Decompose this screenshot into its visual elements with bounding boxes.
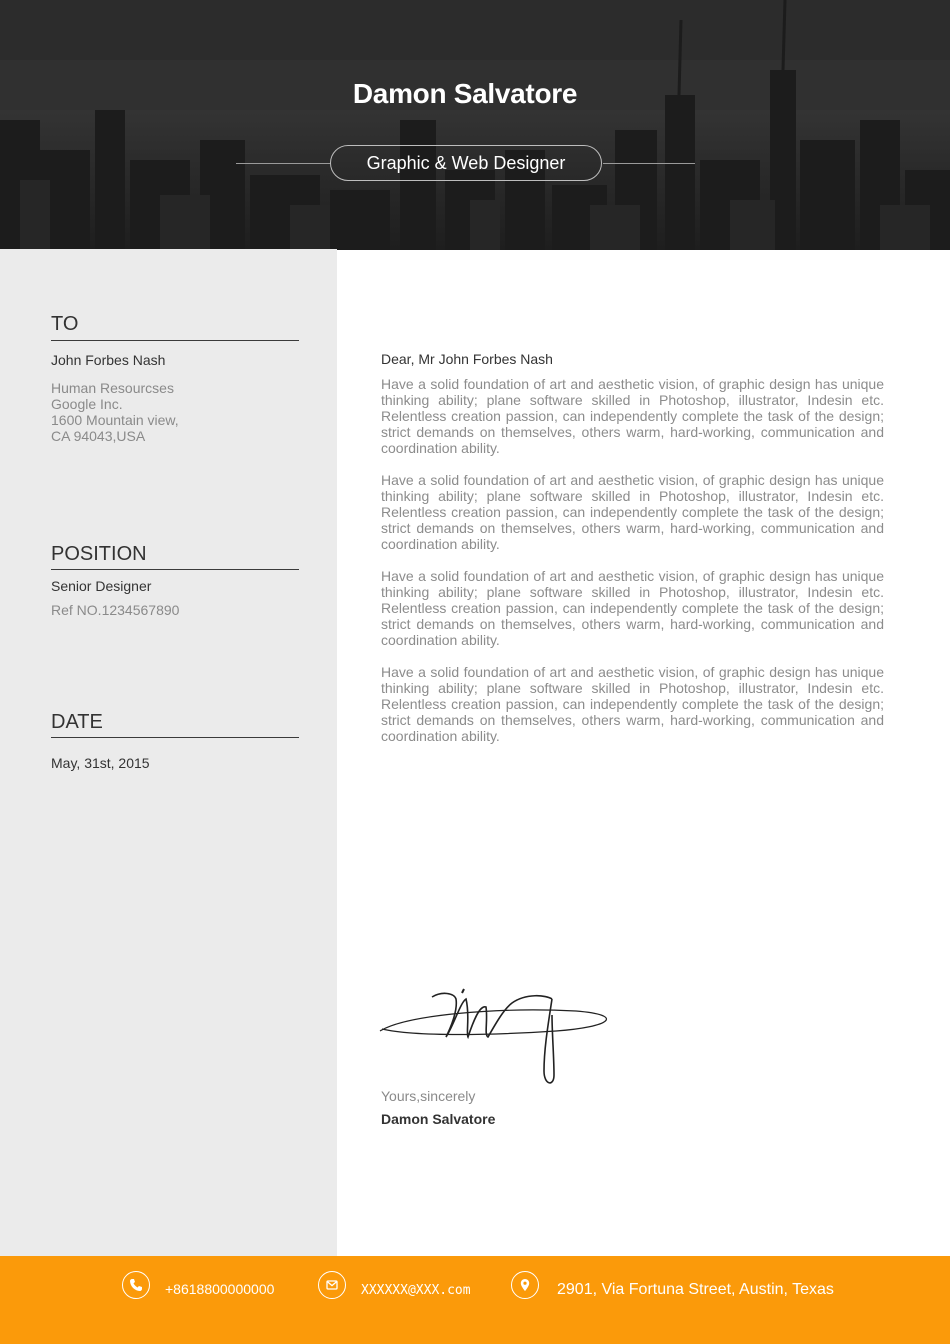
footer-address: 2901, Via Fortuna Street, Austin, Texas [557, 1281, 834, 1298]
phone-icon [122, 1271, 150, 1299]
position-ref: Ref NO.1234567890 [51, 602, 180, 618]
letter-closing: Yours,sincerely [381, 1088, 476, 1104]
role-divider-right [603, 163, 695, 164]
letter-paragraph: Have a solid foundation of art and aesthetic vision, of graphic design has unique thinking ability; plane software skilled in Photoshop, illustrator, Indesin etc. Relentless creation passion, can independently complete the task of the design; strict demands on themselves, others warm, hard-working, communication and coordination ability. [381, 568, 884, 648]
to-section-rule [51, 340, 299, 341]
recipient-name: John Forbes Nash [51, 352, 166, 368]
handwritten-signature [376, 985, 616, 1089]
letter-paragraph: Have a solid foundation of art and aesthetic vision, of graphic design has unique thinking ability; plane software skilled in Photoshop, illustrator, Indesin etc. Relentless creation passion, can independently complete the task of the design; strict demands on themselves, others warm, hard-working, communication and coordination ability. [381, 472, 884, 552]
recipient-address-line: Human Resourcses [51, 380, 174, 396]
position-title: Senior Designer [51, 578, 152, 594]
recipient-address-line: CA 94043,USA [51, 428, 146, 444]
letter-date: May, 31st, 2015 [51, 755, 150, 771]
recipient-address-line: 1600 Mountain view, [51, 412, 179, 428]
footer-phone[interactable]: +8618800000000 [165, 1281, 275, 1297]
recipient-address-line: Google Inc. [51, 396, 123, 412]
date-section-rule [51, 737, 299, 738]
date-section-title: DATE [51, 711, 103, 733]
letter-paragraph: Have a solid foundation of art and aesthetic vision, of graphic design has unique thinking ability; plane software skilled in Photoshop, illustrator, Indesin etc. Relentless creation passion, can independently complete the task of the design; strict demands on themselves, others warm, hard-working, communication and coordination ability. [381, 376, 884, 456]
city-skyline-background [0, 0, 950, 250]
header-banner [0, 0, 950, 250]
role-divider-left [236, 163, 331, 164]
position-section-title: POSITION [51, 543, 147, 565]
position-section-rule [51, 569, 299, 570]
letter-paragraph: Have a solid foundation of art and aesthetic vision, of graphic design has unique thinking ability; plane software skilled in Photoshop, illustrator, Indesin etc. Relentless creation passion, can independently complete the task of the design; strict demands on themselves, others warm, hard-working, communication and coordination ability. [381, 664, 884, 744]
applicant-name: Damon Salvatore [352, 78, 578, 109]
letter-greeting: Dear, Mr John Forbes Nash [381, 351, 553, 367]
contact-footer [0, 1256, 950, 1344]
role-badge: Graphic & Web Designer [330, 145, 602, 181]
signer-name: Damon Salvatore [381, 1111, 496, 1127]
location-pin-icon [511, 1271, 539, 1299]
footer-email[interactable]: XXXXXX@XXX.com [361, 1283, 471, 1298]
mail-icon [318, 1271, 346, 1299]
to-section-title: TO [51, 313, 79, 335]
